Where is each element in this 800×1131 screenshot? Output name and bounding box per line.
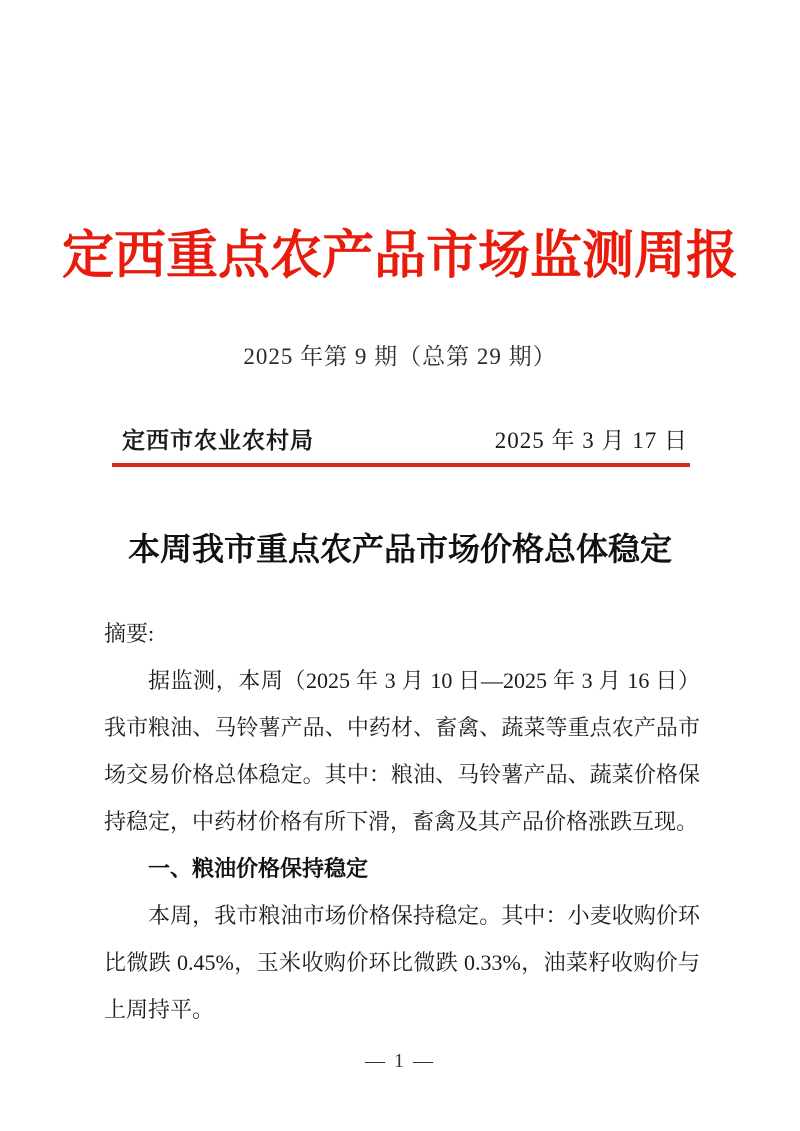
report-title: 定西重点农产品市场监测周报	[61, 228, 738, 285]
issuing-agency: 定西市农业农村局	[122, 428, 314, 453]
masthead-row	[0, 426, 800, 456]
article-body	[104, 610, 700, 1033]
section-1-paragraph: 本周，我市粮油市场价格保持稳定。其中：小麦收购价环比微跌 0.45%，玉米收购价环比微跌 0.33%，油菜籽收购价与上周持平。	[104, 903, 700, 1022]
masthead-divider-rule	[112, 463, 690, 467]
issue-date: 2025 年 3 月 17 日	[494, 428, 688, 453]
section-1-heading: 一、粮油价格保持稳定	[148, 856, 369, 881]
article-headline: 本周我市重点农产品市场价格总体稳定	[127, 531, 672, 567]
abstract-paragraph: 据监测，本周（2025 年 3 月 10 日—2025 年 3 月 16 日）我市粮油、马铃薯产品、中药材、畜禽、蔬菜等重点农产品市场交易价格总体稳定。其中：粮油、马铃薯产品、蔬菜价格保持稳定，中药材价格有所下滑，畜禽及其产品价格涨跌互现。	[104, 668, 700, 834]
issue-number-line: 2025 年第 9 期（总第 29 期）	[243, 344, 557, 369]
abstract-label: 摘要:	[104, 621, 155, 646]
page-number: — 1 —	[365, 1050, 435, 1072]
